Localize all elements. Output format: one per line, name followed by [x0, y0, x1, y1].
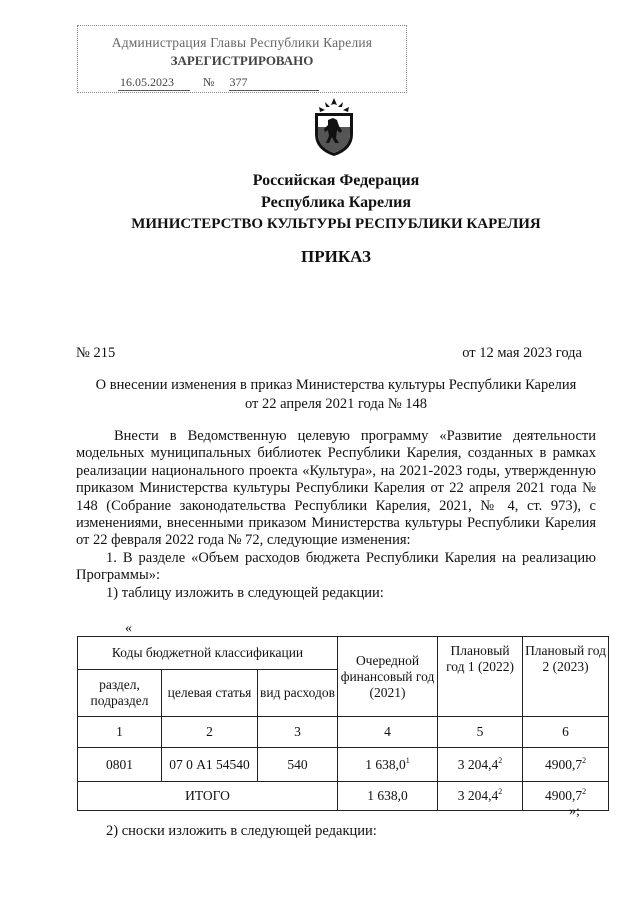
cell-2023: [523, 748, 609, 782]
quote-close: »;: [569, 804, 580, 819]
th-plan-year-2: Плановый год 2 (2023): [523, 637, 609, 717]
footnote-mark: 2: [498, 755, 503, 765]
registration-stamp: [77, 25, 407, 93]
doc-type-title: ПРИКАЗ: [301, 247, 371, 266]
cell-article: 07 0 А1 54540: [162, 748, 258, 782]
intro-paragraph: Внести в Ведомственную целевую программу «Развитие деятельности модельных муниципальных библиотек Республики Карелия, созданных в рамках реализации национального проекта «Культура», на 2021-2023 годы, утвержденную приказом Министерства культуры Республики Карелия от 22 апреля 2021 года № 148 (Собрание законодательства Республики Карелия, 2021, № 4, ст. 973), с изменениями, внесенными приказом Министерства культуры Республики Карелия от 22 февраля 2022 года № 72, следующие изменения:: [76, 428, 596, 549]
footnote-mark: 1: [405, 755, 410, 765]
header-federation: Российская Федерация: [252, 172, 420, 189]
order-body: [76, 428, 596, 602]
coat-of-arms-icon: [311, 96, 357, 158]
stamp-date: 16.05.2023: [118, 75, 190, 91]
col-num-4: 4: [338, 717, 438, 748]
th-expense-type: вид расходов: [258, 670, 338, 717]
col-num-3: 3: [258, 717, 338, 748]
col-num-5: 5: [438, 717, 523, 748]
col-num-2: 2: [162, 717, 258, 748]
item-1-sub-1: 1) таблицу изложить в следующей редакции:: [106, 584, 384, 601]
stamp-authority: Администрация Главы Республики Карелия: [111, 35, 373, 50]
stamp-number-sign: №: [203, 75, 215, 89]
footnote-mark: 2: [498, 787, 503, 796]
total-label: ИТОГО: [78, 782, 338, 811]
th-classification-codes: Коды бюджетной классификации: [78, 637, 338, 670]
th-plan-year-1: Плановый год 1 (2022): [438, 637, 523, 717]
item-1: 1. В разделе «Объем расходов бюджета Республики Карелия на реализацию Программы»:: [76, 549, 596, 584]
quote-open: «: [125, 621, 132, 636]
stamp-registered: ЗАРЕГИСТРИРОВАНО: [170, 53, 314, 68]
total-2022-cell: [438, 782, 523, 811]
cell-2022: [438, 748, 523, 782]
value-2022: 3 204,4: [457, 756, 499, 772]
table-row: [78, 748, 609, 782]
item-1-sub-2: 2) сноски изложить в следующей редакции:: [106, 823, 377, 839]
th-section: раздел, подраздел: [78, 670, 162, 717]
table-total-row: [78, 782, 609, 811]
header-ministry: МИНИСТЕРСТВО КУЛЬТУРЫ РЕСПУБЛИКИ КАРЕЛИЯ: [131, 216, 541, 232]
cell-2021: [338, 748, 438, 782]
value-2021: 1 638,0: [365, 756, 406, 772]
total-2021: 1 638,0: [338, 782, 438, 811]
stamp-registration-line: [118, 75, 319, 91]
footnote-mark: 2: [582, 787, 587, 796]
total-2023-cell: [523, 782, 609, 811]
cell-section: 0801: [78, 748, 162, 782]
subject-line-1: О внесении изменения в приказ Министерства культуры Республики Карелия: [95, 377, 577, 393]
total-2022: 3 204,4: [457, 788, 499, 803]
th-next-year: Очередной финансовый год (2021): [338, 637, 438, 717]
budget-table: [77, 636, 609, 811]
cell-type: 540: [258, 748, 338, 782]
subject-line-2: от 22 апреля 2021 года № 148: [244, 396, 428, 412]
header-republic: Республика Карелия: [261, 194, 411, 211]
value-2023: 4900,7: [544, 756, 583, 772]
col-num-6: 6: [523, 717, 609, 748]
total-2023: 4900,7: [544, 788, 583, 803]
col-num-1: 1: [78, 717, 162, 748]
stamp-number: 377: [229, 75, 319, 91]
footnote-mark: 2: [582, 755, 587, 765]
th-target-article: целевая статья: [162, 670, 258, 717]
order-date: от 12 мая 2023 года: [462, 345, 582, 361]
order-number: № 215: [76, 345, 116, 361]
